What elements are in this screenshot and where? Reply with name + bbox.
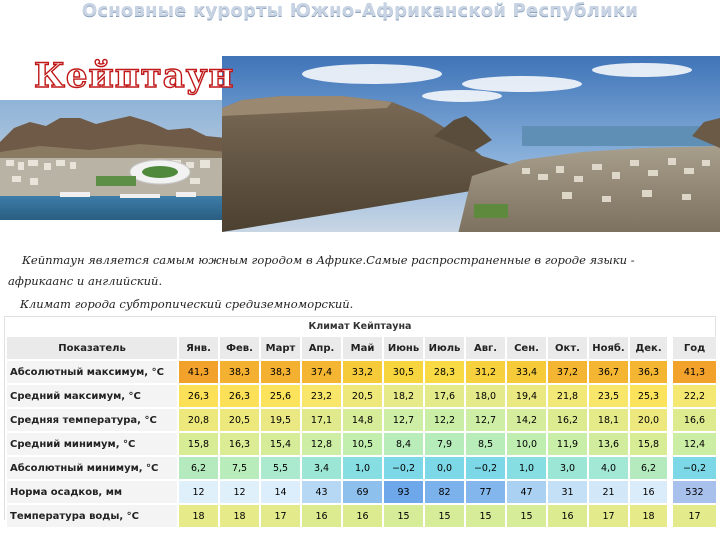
climate-cell: 17,6 <box>424 384 465 408</box>
climate-cell: 1,0 <box>342 456 383 480</box>
intro-languages: Кейптаун является самым южным городом в Африке.Самые распространенные в городе языки - африкаанс и английский. <box>8 253 635 288</box>
climate-cell: 18,1 <box>588 408 629 432</box>
climate-year-cell: 22,2 <box>670 384 716 408</box>
climate-cell: 23,5 <box>588 384 629 408</box>
climate-row <box>6 408 716 432</box>
climate-header-row <box>6 337 716 360</box>
climate-cell: 16 <box>342 504 383 527</box>
climate-cell: 18,0 <box>465 384 506 408</box>
climate-cell: 19,4 <box>506 384 547 408</box>
climate-cell: 21 <box>588 480 629 504</box>
climate-row <box>6 360 716 384</box>
climate-cell: 23,2 <box>301 384 342 408</box>
climate-cell: 14 <box>260 480 301 504</box>
header-month: Янв. <box>178 337 219 360</box>
climate-cell: 3,0 <box>547 456 588 480</box>
climate-cell: 7,9 <box>424 432 465 456</box>
climate-cell: 33,2 <box>342 360 383 384</box>
climate-year-cell: 41,3 <box>670 360 716 384</box>
header-indicator: Показатель <box>6 337 178 360</box>
climate-cell: 16 <box>301 504 342 527</box>
climate-cell: 20,8 <box>178 408 219 432</box>
slide-title: Основные курорты Южно-Африканской Республики <box>81 0 639 21</box>
climate-cell: −0,2 <box>383 456 424 480</box>
table-mountain-aerial-photo <box>222 56 720 232</box>
climate-cell: 26,3 <box>219 384 260 408</box>
climate-cell: 1,0 <box>506 456 547 480</box>
header-month: Май <box>342 337 383 360</box>
header-month: Фев. <box>219 337 260 360</box>
climate-cell: 19,5 <box>260 408 301 432</box>
climate-cell: 16 <box>547 504 588 527</box>
climate-row <box>6 432 716 456</box>
climate-cell: 25,6 <box>260 384 301 408</box>
climate-row <box>6 384 716 408</box>
climate-cell: 11,9 <box>547 432 588 456</box>
row-label: Средняя температура, °C <box>6 408 178 432</box>
climate-cell: 26,3 <box>178 384 219 408</box>
climate-cell: 8,5 <box>465 432 506 456</box>
climate-cell: 31,2 <box>465 360 506 384</box>
climate-cell: 16 <box>629 480 670 504</box>
climate-cell: 17 <box>588 504 629 527</box>
header-year: Год <box>670 337 716 360</box>
climate-cell: 69 <box>342 480 383 504</box>
climate-cell: 41,3 <box>178 360 219 384</box>
header-month: Сен. <box>506 337 547 360</box>
climate-cell: 15,8 <box>629 432 670 456</box>
climate-cell: 14,8 <box>342 408 383 432</box>
climate-cell: 13,6 <box>588 432 629 456</box>
climate-cell: 17 <box>260 504 301 527</box>
climate-cell: 12 <box>219 480 260 504</box>
climate-cell: 15 <box>465 504 506 527</box>
climate-table-panel <box>4 316 716 520</box>
climate-table <box>5 337 716 527</box>
climate-cell: 12 <box>178 480 219 504</box>
climate-cell: 20,0 <box>629 408 670 432</box>
climate-cell: 18,2 <box>383 384 424 408</box>
climate-cell: 36,7 <box>588 360 629 384</box>
row-label: Абсолютный максимум, °C <box>6 360 178 384</box>
header-month: Июнь <box>383 337 424 360</box>
header-month: Нояб. <box>588 337 629 360</box>
climate-cell: 14,2 <box>506 408 547 432</box>
climate-cell: 7,5 <box>219 456 260 480</box>
climate-cell: 25,3 <box>629 384 670 408</box>
climate-cell: 12,7 <box>383 408 424 432</box>
climate-cell: 10,5 <box>342 432 383 456</box>
climate-year-cell: 12,4 <box>670 432 716 456</box>
climate-cell: 15 <box>424 504 465 527</box>
intro-text <box>8 250 698 315</box>
climate-year-cell: −0,2 <box>670 456 716 480</box>
climate-cell: 28,3 <box>424 360 465 384</box>
header-month: Авг. <box>465 337 506 360</box>
header-month: Дек. <box>629 337 670 360</box>
climate-cell: 18 <box>629 504 670 527</box>
climate-cell: 37,4 <box>301 360 342 384</box>
row-label: Средний максимум, °C <box>6 384 178 408</box>
climate-cell: −0,2 <box>465 456 506 480</box>
row-label: Температура воды, °C <box>6 504 178 527</box>
row-label: Норма осадков, мм <box>6 480 178 504</box>
climate-row <box>6 504 716 527</box>
climate-cell: 6,2 <box>178 456 219 480</box>
climate-cell: 93 <box>383 480 424 504</box>
climate-cell: 3,4 <box>301 456 342 480</box>
header-month: Июль <box>424 337 465 360</box>
climate-cell: 18 <box>178 504 219 527</box>
climate-cell: 4,0 <box>588 456 629 480</box>
climate-cell: 30,5 <box>383 360 424 384</box>
climate-cell: 17,1 <box>301 408 342 432</box>
climate-cell: 82 <box>424 480 465 504</box>
climate-cell: 12,7 <box>465 408 506 432</box>
climate-cell: 15,4 <box>260 432 301 456</box>
climate-row <box>6 456 716 480</box>
climate-cell: 21,8 <box>547 384 588 408</box>
climate-cell: 16,3 <box>219 432 260 456</box>
climate-cell: 18 <box>219 504 260 527</box>
climate-cell: 10,0 <box>506 432 547 456</box>
climate-year-cell: 17 <box>670 504 716 527</box>
climate-year-cell: 16,6 <box>670 408 716 432</box>
climate-cell: 8,4 <box>383 432 424 456</box>
climate-cell: 12,2 <box>424 408 465 432</box>
climate-year-cell: 532 <box>670 480 716 504</box>
climate-cell: 38,3 <box>219 360 260 384</box>
row-label: Абсолютный минимум, °C <box>6 456 178 480</box>
climate-cell: 12,8 <box>301 432 342 456</box>
header-month: Окт. <box>547 337 588 360</box>
row-label: Средний минимум, °C <box>6 432 178 456</box>
climate-cell: 43 <box>301 480 342 504</box>
climate-cell: 15 <box>383 504 424 527</box>
climate-cell: 38,3 <box>260 360 301 384</box>
climate-cell: 47 <box>506 480 547 504</box>
header-month: Апр. <box>301 337 342 360</box>
header-month: Март <box>260 337 301 360</box>
climate-cell: 37,2 <box>547 360 588 384</box>
intro-climate: Климат города субтропический средиземноморский. <box>20 297 354 311</box>
climate-cell: 20,5 <box>219 408 260 432</box>
climate-cell: 15 <box>506 504 547 527</box>
cape-town-stadium-photo <box>0 100 226 220</box>
climate-cell: 33,4 <box>506 360 547 384</box>
climate-row <box>6 480 716 504</box>
climate-cell: 31 <box>547 480 588 504</box>
climate-cell: 15,8 <box>178 432 219 456</box>
climate-cell: 0,0 <box>424 456 465 480</box>
climate-cell: 36,3 <box>629 360 670 384</box>
city-title: Кейптаун <box>34 56 235 96</box>
climate-cell: 5,5 <box>260 456 301 480</box>
climate-cell: 20,5 <box>342 384 383 408</box>
climate-table-caption: Климат Кейптауна <box>308 321 412 332</box>
climate-cell: 16,2 <box>547 408 588 432</box>
climate-cell: 6,2 <box>629 456 670 480</box>
climate-cell: 77 <box>465 480 506 504</box>
